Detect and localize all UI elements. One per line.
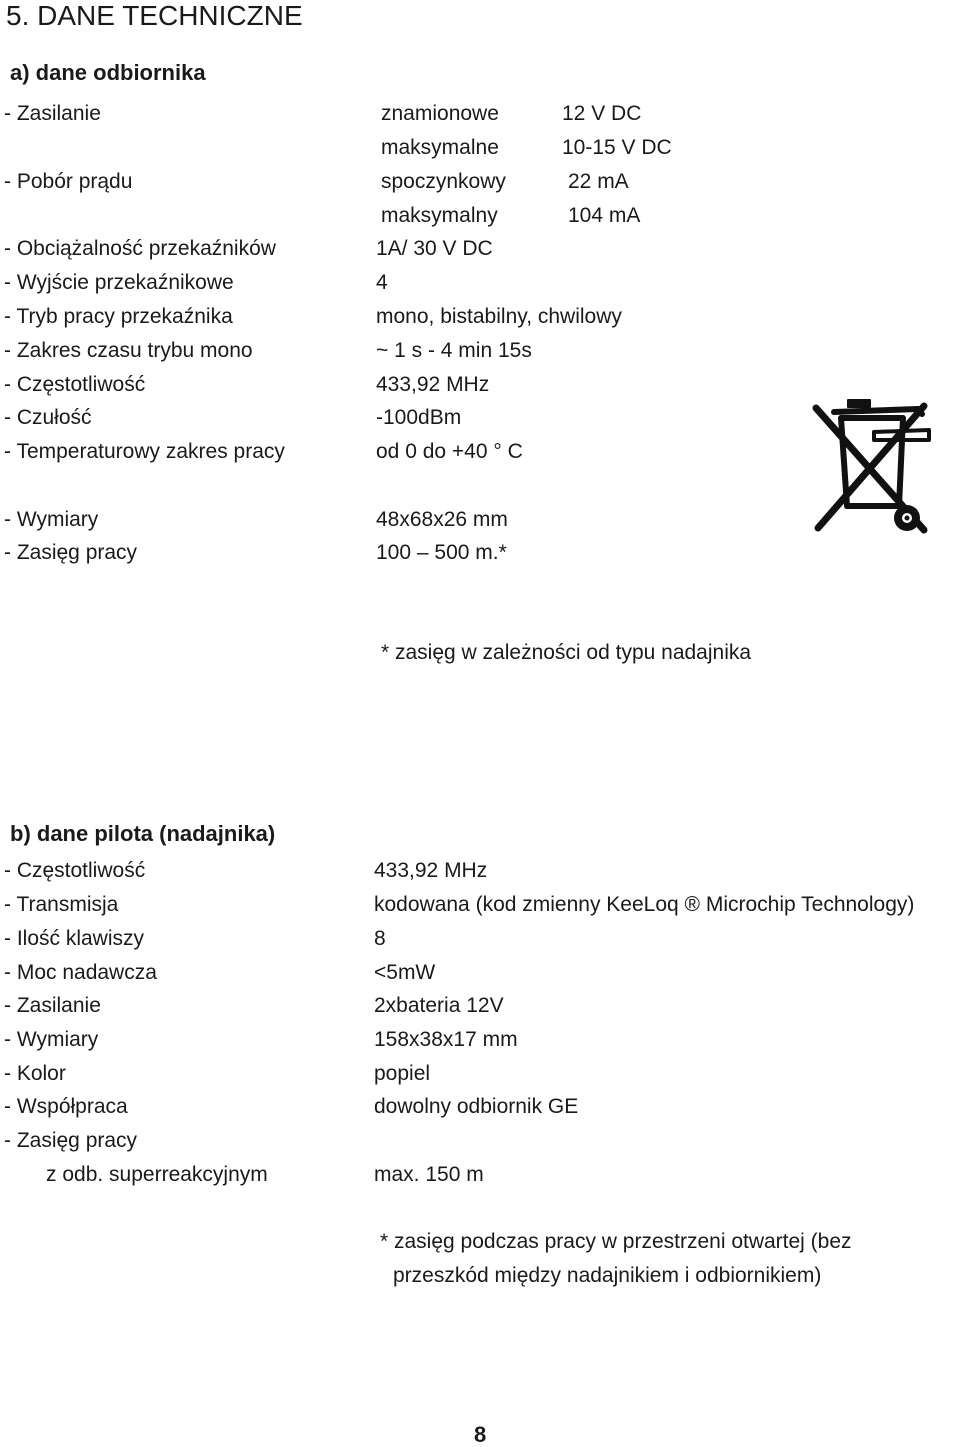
row-label: - Zasięg pracy (4, 541, 138, 564)
row-sub: maksymalne (381, 136, 499, 159)
row-value: 4 (376, 271, 388, 294)
row-value: 1A/ 30 V DC (376, 237, 493, 260)
row-label: - Pobór prądu (4, 170, 133, 193)
row-label: - Wymiary (4, 508, 99, 531)
row-label: - Kolor (4, 1062, 66, 1085)
row-value: 48x68x26 mm (376, 508, 508, 531)
page-number: 8 (474, 1422, 487, 1447)
row-value: 158x38x17 mm (374, 1028, 518, 1051)
row-value: dowolny odbiornik GE (374, 1095, 579, 1118)
row-value: mono, bistabilny, chwilowy (376, 305, 622, 328)
section-b-footnote-line1: * zasięg podczas pracy w przestrzeni otwartej (bez (380, 1230, 852, 1253)
section-a-footnote: * zasięg w zależności od typu nadajnika (381, 641, 752, 664)
row-value: 22 mA (568, 170, 629, 193)
row-value: -100dBm (376, 406, 462, 429)
page-title: 5. DANE TECHNICZNE (6, 0, 303, 31)
row-label: - Moc nadawcza (4, 961, 157, 984)
section-a-heading: a) dane odbiornika (10, 60, 206, 85)
row-value: 12 V DC (562, 102, 642, 125)
crossed-out-wheelie-bin-icon (812, 394, 932, 538)
row-label: - Wymiary (4, 1028, 99, 1051)
row-value: ~ 1 s - 4 min 15s (376, 339, 532, 362)
row-label: - Zasilanie (4, 102, 101, 125)
row-value: kodowana (kod zmienny KeeLoq ® Microchip Technology) (374, 893, 915, 916)
row-sub: maksymalny (381, 204, 498, 227)
row-label: - Częstotliwość (4, 373, 146, 396)
row-value: max. 150 m (374, 1163, 484, 1186)
row-label: - Transmisja (4, 893, 119, 916)
row-value: 2xbateria 12V (374, 994, 504, 1017)
row-label: z odb. superreakcyjnym (46, 1163, 268, 1186)
row-value: od 0 do +40 ° C (376, 440, 523, 463)
row-value: 100 – 500 m.* (376, 541, 507, 564)
row-value: 433,92 MHz (374, 859, 488, 882)
section-b-footnote-line2: przeszkód między nadajnikiem i odbiornikiem) (393, 1264, 822, 1287)
row-sub: spoczynkowy (381, 170, 506, 193)
row-label: - Częstotliwość (4, 859, 146, 882)
row-sub: znamionowe (381, 102, 499, 125)
row-value: 104 mA (568, 204, 641, 227)
row-value: 8 (374, 927, 386, 950)
row-value: 10-15 V DC (562, 136, 672, 159)
section-b-heading: b) dane pilota (nadajnika) (10, 821, 276, 846)
row-label: - Zakres czasu trybu mono (4, 339, 253, 362)
row-label: - Wyjście przekaźnikowe (4, 271, 234, 294)
row-value: 433,92 MHz (376, 373, 490, 396)
row-label: - Ilość klawiszy (4, 927, 145, 950)
row-label: - Tryb pracy przekaźnika (4, 305, 233, 328)
row-label: - Temperaturowy zakres pracy (4, 440, 285, 463)
row-label: - Współpraca (4, 1095, 128, 1118)
row-label: - Obciążalność przekaźników (4, 237, 276, 260)
row-label: - Zasilanie (4, 994, 101, 1017)
row-value: <5mW (374, 961, 436, 984)
row-label: - Czułość (4, 406, 92, 429)
row-label: - Zasięg pracy (4, 1129, 138, 1152)
row-value: popiel (374, 1062, 431, 1085)
